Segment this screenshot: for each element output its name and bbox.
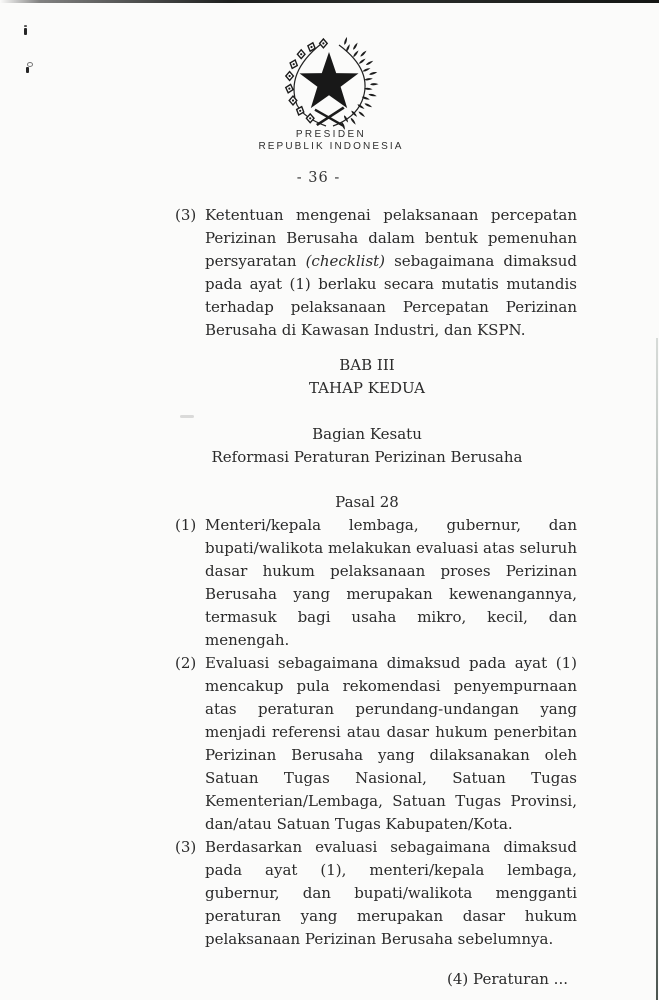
page-number: - 36 - [296, 170, 341, 186]
clause-text-after: sebagaimana dimaksud pada ayat (1) berlaku secara mutatis mutandis terhadap pelaksanaan Percepatan Perizinan Berusaha di Kawasan Industri, dan KSPN. [205, 252, 577, 339]
clause-text-italic: (checklist) [305, 252, 386, 270]
clause-number: (1) [175, 516, 197, 534]
clause-text-before: Ketentuan mengenai pelaksanaan percepatan Perizinan Berusaha dalam bentuk pemenuhan persyaratan [205, 206, 577, 270]
clause-text: Berdasarkan evaluasi sebagaimana dimaksud pada ayat (1), menteri/kepala lembaga, gubernur, dan bupati/walikota mengganti peraturan yang merupakan dasar hukum pelaksanaan Perizinan Berusaha sebelumnya. [205, 838, 577, 948]
clause-1 [175, 514, 577, 652]
catchword: (4) Peraturan ... [447, 970, 568, 988]
chapter-title: TAHAP KEDUA [309, 379, 425, 397]
clause-number: (2) [175, 654, 197, 672]
section-label: Bagian Kesatu [312, 425, 422, 443]
ink-mark-1 [21, 25, 30, 37]
clause-2 [175, 652, 577, 836]
clause-prev-3 [175, 204, 577, 342]
article-label: Pasal 28 [335, 493, 399, 511]
clause-number: (3) [175, 838, 197, 856]
section-title: Reformasi Peraturan Perizinan Berusaha [211, 448, 523, 466]
document-body [175, 204, 577, 991]
letterhead-line2: REPUBLIK INDONESIA [258, 141, 404, 152]
scan-edge-right-line [656, 338, 659, 1000]
scan-edge-top-line [0, 0, 659, 3]
presidential-star-wreath-emblem-icon [271, 35, 389, 130]
ink-mark-2 [22, 62, 32, 74]
chapter-label: BAB III [339, 356, 395, 374]
clause-text: Evaluasi sebagaimana dimaksud pada ayat (1) mencakup pula rekomendasi penyempurnaan atas peraturan perundang-undangan yang menjadi referensi atau dasar hukum penerbitan Perizinan Berusaha yang dilaksanakan oleh Satuan Tugas Nasional, Satuan Tugas Kementerian/Lembaga, Satuan Tugas Provinsi, dan/atau Satuan Tugas Kabupaten/Kota. [205, 654, 577, 833]
clause-3 [175, 836, 577, 951]
clause-number: (3) [175, 206, 197, 224]
letterhead-line1: PRESIDEN [295, 129, 367, 140]
letterhead [0, 129, 659, 153]
clause-text: Menteri/kepala lembaga, gubernur, dan bupati/walikota melakukan evaluasi atas seluruh dasar hukum pelaksanaan proses Perizinan Berusaha yang merupakan kewenangannya, termasuk bagi usaha mikro, kecil, dan menengah. [205, 516, 577, 649]
